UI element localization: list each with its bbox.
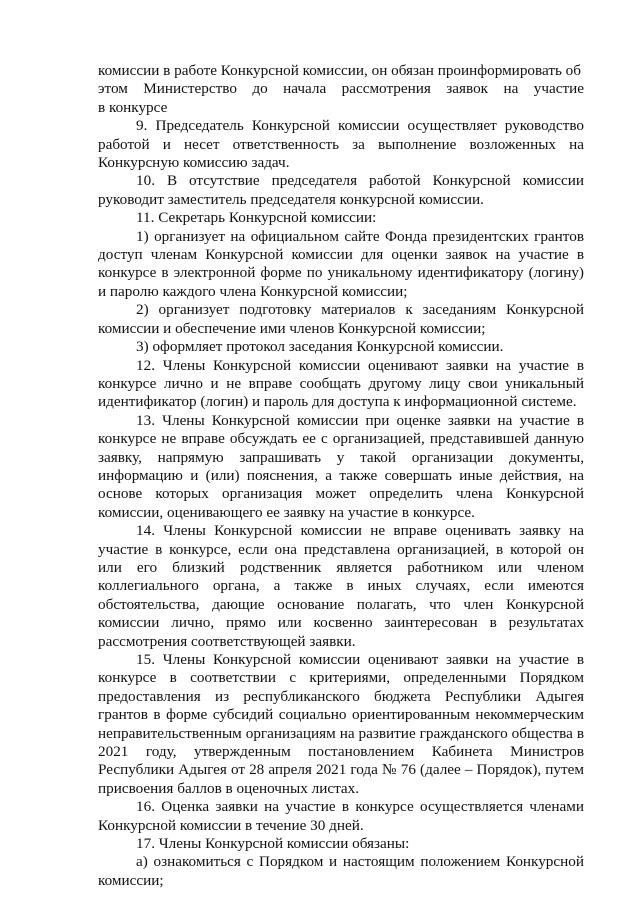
text-line: комиссии в работе Конкурсной комиссии, он обязан проинформировать об: [98, 62, 582, 79]
text-line: этом Министерство до начала рассмотрения заявок на участие: [98, 80, 584, 98]
paragraph-16: 16. Оценка заявки на участие в конкурсе осуществляется членами Конкурсной комиссии в течение 30 дней.: [98, 798, 584, 834]
paragraph-11-item-3: 3) оформляет протокол заседания Конкурсной комиссии.: [136, 338, 504, 356]
paragraph-17: 17. Члены Конкурсной комиссии обязаны:: [136, 835, 410, 853]
paragraph-8-continuation: [98, 62, 584, 117]
paragraph-11-item-1: 1) организует на официальном сайте Фонда президентских грантов доступ членам Конкурсной комиссии для оценки заявок на участие в конкурсе в электронной форме по уникальному идентификатору (логину) и паролю каждого члена Конкурсной комиссии;: [98, 227, 584, 300]
paragraph-9: 9. Председатель Конкурсной комиссии осуществляет руководство работой и несет ответственность за выполнение возложенных на Конкурсную комиссию задач.: [98, 117, 584, 172]
paragraph-14: 14. Члены Конкурсной комиссии не вправе оценивать заявку на участие в конкурсе, если она представлена организацией, в которой он или его близкий родственник является работником или членом коллегиального органа, а также в иных случаях, если имеются обстоятельства, дающие основание полагать, что член Конкурсной комиссии лично, прямо или косвенно заинтересован в результатах рассмотрения соответствующей заявки.: [98, 522, 585, 650]
text-line: в конкурсе: [98, 98, 168, 116]
paragraph-11-item-2: 2) организует подготовку материалов к заседаниям Конкурсной комиссии и обеспечение ими членов Конкурсной комиссии;: [98, 301, 584, 337]
paragraph-10: 10. В отсутствие председателя работой Конкурсной комиссии руководит заместитель председателя конкурсной комиссии.: [98, 172, 584, 208]
document-body: [98, 62, 584, 890]
paragraph-11: 11. Секретарь Конкурсной комиссии:: [136, 209, 377, 227]
paragraph-17-item-a: а) ознакомиться с Порядком и настоящим положением Конкурсной комиссии;: [98, 853, 584, 889]
paragraph-15: 15. Члены Конкурсной комиссии оценивают заявки на участие в конкурсе в соответствии с критериями, определенными Порядком предоставления из республиканского бюджета Республики Адыгея грантов в форме субсидий социально ориентированным некоммерческим неправительственным организациям на развитие гражданского общества в 2021 году, утвержденным постановлением Кабинета Министров Республики Адыгея от 28 апреля 2021 года № 76 (далее – Порядок), путем присвоения баллов в оценочных листах.: [98, 651, 584, 797]
paragraph-13: 13. Члены Конкурсной комиссии при оценке заявки на участие в конкурсе не вправе обсуждать ее с организацией, представившей данную заявку, напрямую запрашивать у такой организации документы, информацию и (или) пояснения, а также совершать иные действия, на основе которых организация может определить члена Конкурсной комиссии, оценивающего ее заявку на участие в конкурсе.: [98, 411, 584, 521]
paragraph-12: 12. Члены Конкурсной комиссии оценивают заявки на участие в конкурсе лично и не вправе сообщать другому лицу свои уникальный идентификатор (логин) и пароль для доступа к информационной системе.: [98, 356, 584, 411]
